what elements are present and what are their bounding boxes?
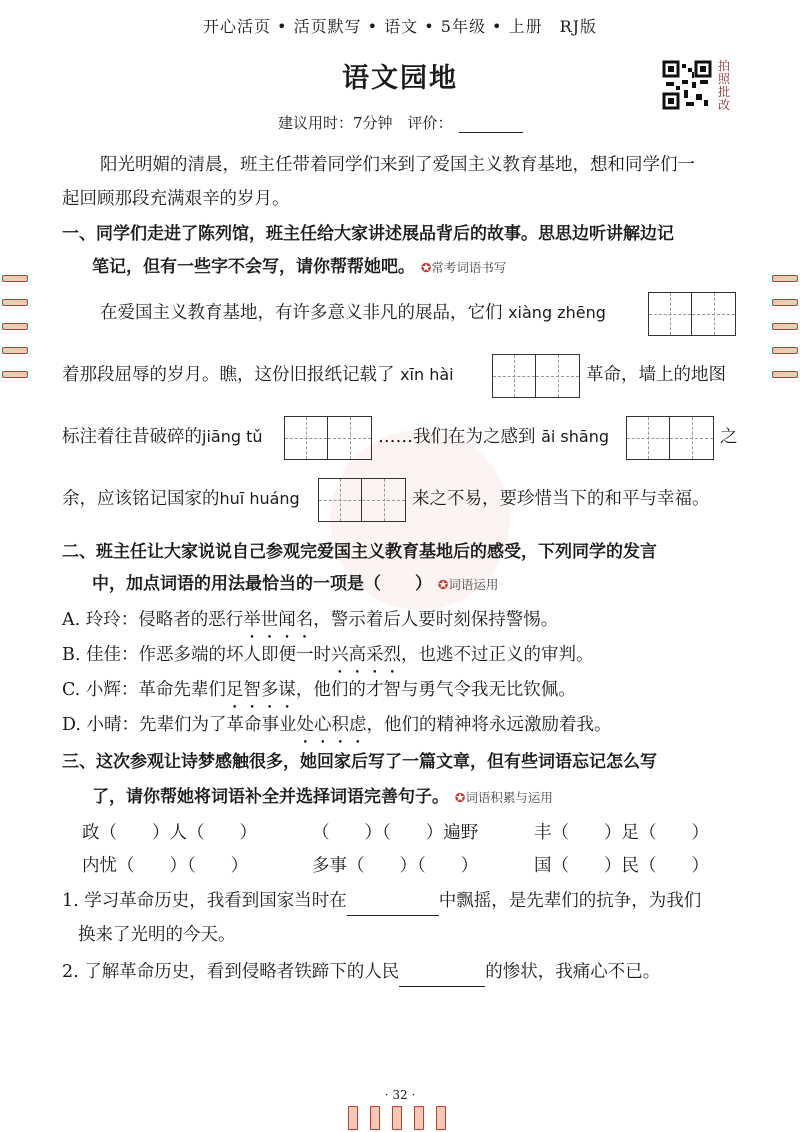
time-label: 建议用时：7分钟 评价： bbox=[278, 114, 453, 132]
q3-sentence-2: 2. 了解革命历史，看到侵略者铁蹄下的人民 的惨状，我痛心不已。 bbox=[62, 957, 660, 987]
bottom-decoration bbox=[348, 1106, 358, 1130]
q3-sentence-1-cont: 换来了光明的今天。 bbox=[78, 925, 236, 945]
q2-heading-2: 中，加点词语的用法最恰当的一项是（ ） ✪词语运用 bbox=[92, 574, 499, 594]
q1-line-2-end: 革命，墙上的地图 bbox=[586, 365, 726, 385]
star-icon: ✪ bbox=[437, 577, 449, 592]
scan-grading-label: 拍 照 批 改 bbox=[718, 59, 731, 112]
q1-heading-2: 笔记，但有一些字不会写，请你帮帮她吧。 ✪常考词语书写 bbox=[92, 257, 507, 277]
q1-line-1: 在爱国主义教育基地，有许多意义非凡的展品，它们 xiàng zhēng bbox=[100, 303, 606, 323]
char-box[interactable] bbox=[692, 292, 736, 336]
char-box[interactable] bbox=[492, 354, 536, 398]
time-evaluation bbox=[278, 112, 523, 133]
idiom-fill-2[interactable]: （ ）（ ）遍野 bbox=[312, 823, 479, 843]
margin-mark bbox=[772, 323, 798, 330]
q2-option-a[interactable]: A. 玲玲：侵略者的恶行举世闻名，警示着后人要时刻保持警惕。 bbox=[62, 610, 559, 630]
q1-line-3: 标注着往昔破碎的jiāng tǔ bbox=[62, 427, 263, 447]
char-box[interactable] bbox=[536, 354, 580, 398]
idiom-fill-6[interactable]: 国（ ）民（ ） bbox=[534, 856, 709, 876]
q2-heading-1: 二、班主任让大家说说自己参观完爱国主义教育基地后的感受，下列同学的发言 bbox=[62, 542, 657, 562]
char-box[interactable] bbox=[626, 416, 670, 460]
char-box[interactable] bbox=[670, 416, 714, 460]
intro-line-1: 阳光明媚的清晨，班主任带着同学们来到了爱国主义教育基地，想和同学们一 bbox=[100, 155, 695, 175]
answer-boxes-huihuang[interactable] bbox=[318, 478, 406, 522]
answer-boxes-xiangzheng[interactable] bbox=[648, 292, 736, 336]
q2-option-c[interactable]: C. 小辉：革命先辈们足智多谋，他们的才智与勇气令我无比钦佩。 bbox=[62, 680, 576, 700]
margin-mark bbox=[772, 371, 798, 378]
bottom-decoration bbox=[370, 1106, 380, 1130]
evaluation-blank[interactable] bbox=[459, 118, 523, 133]
q3-tag: ✪词语积累与运用 bbox=[454, 790, 553, 805]
answer-boxes-jiangtu[interactable] bbox=[284, 416, 372, 460]
q1-line-3-mid: ……我们在为之感到 āi shāng bbox=[378, 427, 609, 447]
sentence-blank-1[interactable] bbox=[347, 895, 439, 916]
char-box[interactable] bbox=[328, 416, 372, 460]
page-title: 语文园地 bbox=[342, 63, 458, 94]
star-icon: ✪ bbox=[420, 260, 432, 275]
q2-tag: ✪词语运用 bbox=[437, 577, 499, 592]
char-box[interactable] bbox=[284, 416, 328, 460]
idiom-fill-1[interactable]: 政（ ）人（ ） bbox=[82, 823, 257, 843]
q2-option-d[interactable]: D. 小晴：先辈们为了革命事业处心积虑，他们的精神将永远激励着我。 bbox=[62, 715, 612, 735]
margin-mark bbox=[772, 347, 798, 354]
page-number: · 32 · bbox=[384, 1088, 416, 1102]
margin-mark bbox=[2, 371, 28, 378]
q1-line-4: 余，应该铭记国家的huī huáng bbox=[62, 489, 300, 509]
q1-line-3-end: 之 bbox=[720, 427, 738, 447]
margin-mark bbox=[2, 275, 28, 282]
page-header: 开心活页 • 活页默写 • 语文 • 5年级 • 上册 RJ版 bbox=[202, 17, 598, 36]
q1-heading-1: 一、同学们走进了陈列馆，班主任给大家讲述展品背后的故事。思思边听讲解边记 bbox=[62, 224, 674, 244]
bottom-decoration bbox=[414, 1106, 424, 1130]
intro-line-2: 起回顾那段充满艰辛的岁月。 bbox=[62, 189, 290, 209]
char-box[interactable] bbox=[362, 478, 406, 522]
qr-code-icon[interactable] bbox=[662, 60, 712, 110]
q2-option-b[interactable]: B. 佳佳：作恶多端的坏人即便一时兴高采烈，也逃不过正义的审判。 bbox=[62, 645, 594, 665]
char-box[interactable] bbox=[648, 292, 692, 336]
q3-sentence-1: 1. 学习革命历史，我看到国家当时在 中飘摇，是先辈们的抗争，为我们 bbox=[62, 886, 701, 916]
margin-mark bbox=[2, 323, 28, 330]
char-box[interactable] bbox=[318, 478, 362, 522]
q1-line-4-end: 来之不易，要珍惜当下的和平与幸福。 bbox=[412, 489, 710, 509]
bottom-decoration bbox=[392, 1106, 402, 1130]
sentence-blank-2[interactable] bbox=[399, 966, 485, 987]
star-icon: ✪ bbox=[454, 790, 466, 805]
q3-heading-1: 三、这次参观让诗梦感触很多，她回家后写了一篇文章，但有些词语忘记怎么写 bbox=[62, 752, 657, 772]
q1-tag: ✪常考词语书写 bbox=[420, 260, 507, 275]
answer-boxes-xinhai[interactable] bbox=[492, 354, 580, 398]
margin-mark bbox=[772, 275, 798, 282]
q1-line-2: 着那段屈辱的岁月。瞧，这份旧报纸记载了 xīn hài bbox=[62, 365, 454, 385]
margin-mark bbox=[2, 347, 28, 354]
idiom-fill-5[interactable]: 多事（ ）（ ） bbox=[312, 856, 479, 876]
idiom-fill-4[interactable]: 内忧（ ）（ ） bbox=[82, 856, 249, 876]
q3-heading-2: 了，请你帮她将词语补全并选择词语完善句子。 ✪词语积累与运用 bbox=[92, 787, 553, 807]
idiom-fill-3[interactable]: 丰（ ）足（ ） bbox=[534, 823, 709, 843]
margin-mark bbox=[772, 299, 798, 306]
bottom-decoration bbox=[436, 1106, 446, 1130]
margin-mark bbox=[2, 299, 28, 306]
answer-boxes-aishang[interactable] bbox=[626, 416, 714, 460]
